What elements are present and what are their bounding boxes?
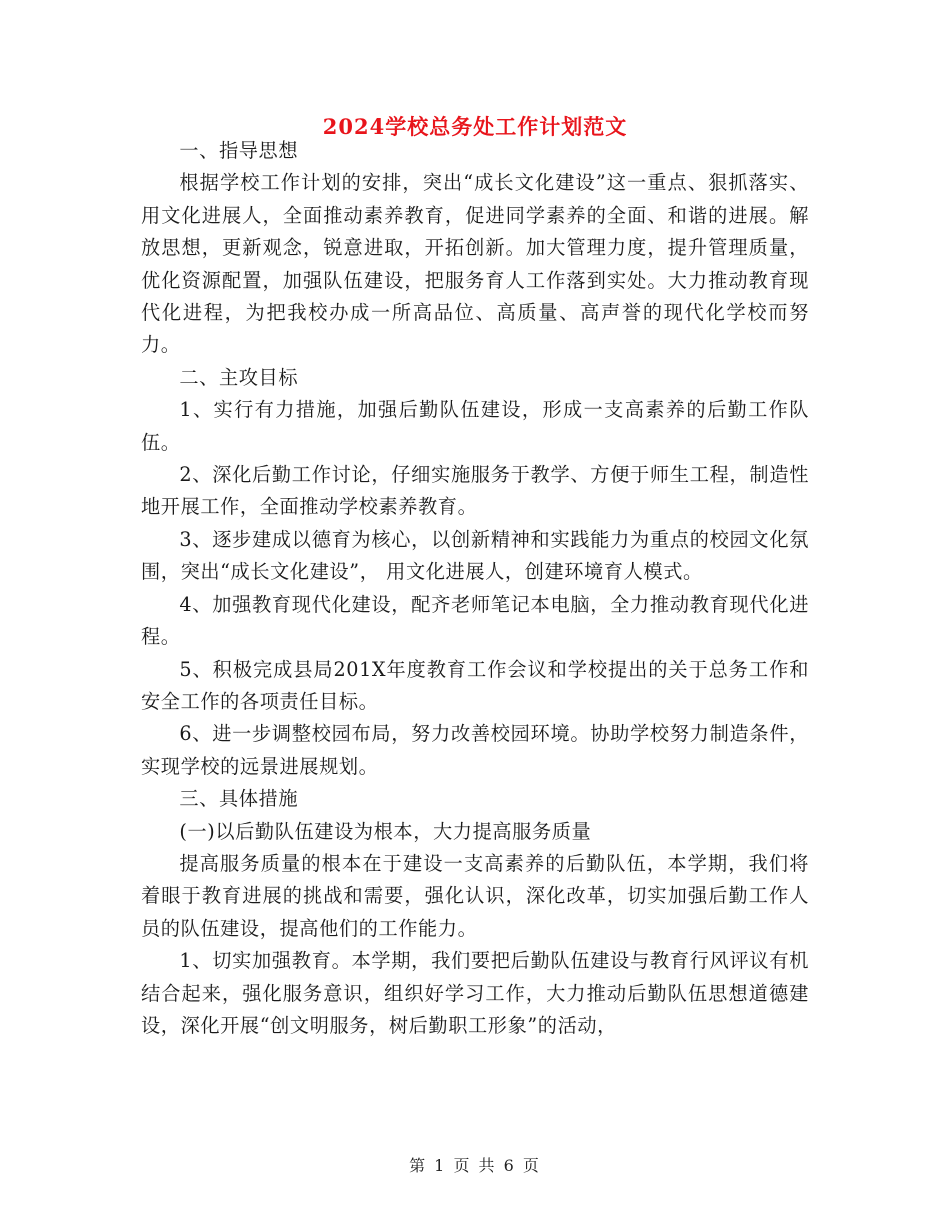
paragraph: 提高服务质量的根本在于建设一支高素养的后勤队伍，本学期，我们将着眼于教育进展的挑战和需要，强化认识，深化改革，切实加强后勤工作人员的队伍建设，提高他们的工作能力。 xyxy=(141,851,809,940)
list-item: 5、积极完成县局201X年度教育工作会议和学校提出的关于总务工作和安全工作的各项责任目标。 xyxy=(141,657,809,713)
document-title: 2024学校总务处工作计划范文 xyxy=(322,114,628,139)
paragraph: 根据学校工作计划的安排，突出“成长文化建设”这一重点、狠抓落实、用文化进展人，全面推动素养教育，促进同学素养的全面、和谐的进展。解放思想，更新观念，锐意进取，开拓创新。加大管理力度，提升管理质量，优化资源配置，加强队伍建设，把服务育人工作落到实处。大力推动教育现代化进程，为把我校办成一所高品位、高质量、高声誉的现代化学校而努力。 xyxy=(141,171,809,357)
list-item: 3、逐步建成以德育为核心，以创新精神和实践能力为重点的校园文化氛围，突出“成长文化建设”， 用文化进展人，创建环境育人模式。 xyxy=(141,527,809,584)
document-body xyxy=(141,135,809,1042)
list-item: 6、进一步调整校园布局，努力改善校园环境。协助学校努力制造条件，实现学校的远景进展规划。 xyxy=(141,722,809,778)
section-heading: 三、具体措施 xyxy=(179,787,299,811)
list-item: 2、深化后勤工作讨论，仔细实施服务于教学、方便于师生工程，制造性地开展工作，全面推动学校素养教育。 xyxy=(141,463,809,519)
section-heading: 二、主攻目标 xyxy=(179,365,299,389)
page-number: 第 1 页 共 6 页 xyxy=(409,1156,541,1175)
list-item: 1、切实加强教育。本学期，我们要把后勤队伍建设与教育行风评议有机结合起来，强化服务意识，组织好学习工作，大力推动后勤队伍思想道德建设，深化开展“创文明服务，树后勤职工形象”的活动， xyxy=(141,949,809,1037)
subsection-heading: (一)以后勤队伍建设为根本，大力提高服务质量 xyxy=(179,819,592,843)
list-item: 4、加强教育现代化建设，配齐老师笔记本电脑，全力推动教育现代化进程。 xyxy=(141,592,809,649)
list-item: 1、实行有力措施，加强后勤队伍建设，形成一支高素养的后勤工作队伍。 xyxy=(141,398,809,454)
section-heading: 一、指导思想 xyxy=(179,139,299,162)
